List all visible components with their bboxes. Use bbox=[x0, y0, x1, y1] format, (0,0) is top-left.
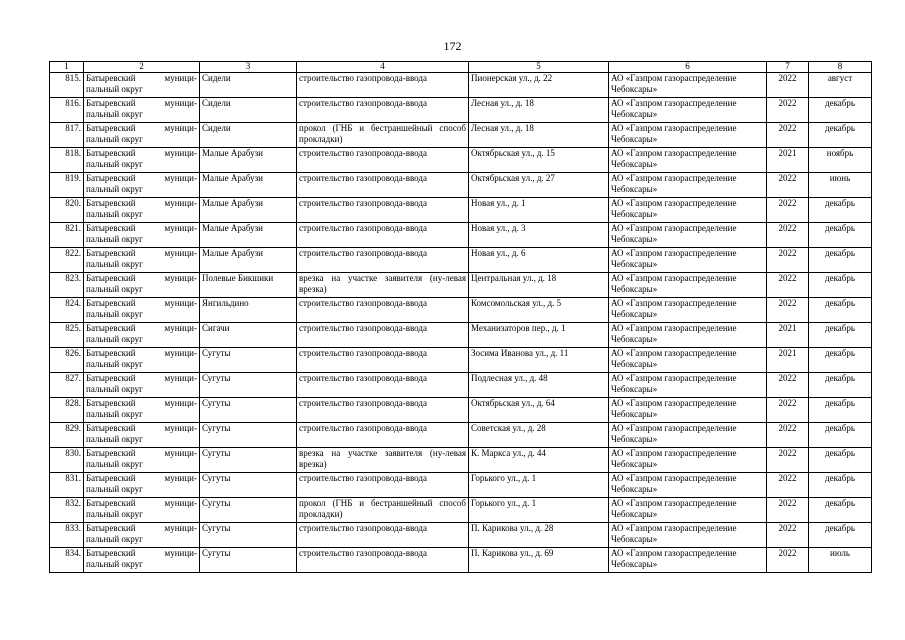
settlement-cell: Сугуты bbox=[200, 498, 297, 523]
year-cell: 2022 bbox=[767, 448, 809, 473]
table-row bbox=[50, 448, 872, 473]
address-cell: Новая ул., д. 3 bbox=[469, 223, 609, 248]
settlement-cell: Сугуты bbox=[200, 373, 297, 398]
gas-connection-table bbox=[49, 61, 872, 573]
address-cell: П. Карикова ул., д. 28 bbox=[469, 523, 609, 548]
column-header: 5 bbox=[469, 62, 609, 73]
address-cell: Октябрьская ул., д. 15 bbox=[469, 148, 609, 173]
settlement-cell: Сидели bbox=[200, 123, 297, 148]
address-cell: Лесная ул., д. 18 bbox=[469, 123, 609, 148]
page-number: 172 bbox=[443, 39, 462, 53]
month-cell: декабрь bbox=[809, 398, 872, 423]
work-type-cell: строительство газопровода-ввода bbox=[297, 223, 469, 248]
year-cell: 2022 bbox=[767, 248, 809, 273]
table-row bbox=[50, 323, 872, 348]
district-cell: Батыревский муници-пальный округ bbox=[84, 248, 200, 273]
district-cell: Батыревский муници-пальный округ bbox=[84, 423, 200, 448]
column-header: 7 bbox=[767, 62, 809, 73]
organization-cell: АО «Газпром газораспределение Чебоксары» bbox=[609, 173, 767, 198]
row-number: 834. bbox=[50, 548, 84, 573]
column-header: 6 bbox=[609, 62, 767, 73]
table-row bbox=[50, 548, 872, 573]
address-cell: Советская ул., д. 28 bbox=[469, 423, 609, 448]
organization-cell: АО «Газпром газораспределение Чебоксары» bbox=[609, 98, 767, 123]
month-cell: декабрь bbox=[809, 498, 872, 523]
year-cell: 2021 bbox=[767, 348, 809, 373]
district-cell: Батыревский муници-пальный округ bbox=[84, 348, 200, 373]
address-cell: Подлесная ул., д. 48 bbox=[469, 373, 609, 398]
year-cell: 2022 bbox=[767, 423, 809, 448]
district-cell: Батыревский муници-пальный округ bbox=[84, 523, 200, 548]
row-number: 826. bbox=[50, 348, 84, 373]
work-type-cell: врезка на участке заявителя (ну-левая врезка) bbox=[297, 273, 469, 298]
month-cell: июнь bbox=[809, 173, 872, 198]
district-cell: Батыревский муници-пальный округ bbox=[84, 298, 200, 323]
month-cell: декабрь bbox=[809, 473, 872, 498]
organization-cell: АО «Газпром газораспределение Чебоксары» bbox=[609, 273, 767, 298]
address-cell: Новая ул., д. 1 bbox=[469, 198, 609, 223]
table-row bbox=[50, 273, 872, 298]
month-cell: декабрь bbox=[809, 98, 872, 123]
address-cell: Октябрьская ул., д. 64 bbox=[469, 398, 609, 423]
month-cell: ноябрь bbox=[809, 148, 872, 173]
district-cell: Батыревский муници-пальный округ bbox=[84, 173, 200, 198]
year-cell: 2022 bbox=[767, 298, 809, 323]
year-cell: 2022 bbox=[767, 523, 809, 548]
row-number: 815. bbox=[50, 73, 84, 98]
work-type-cell: строительство газопровода-ввода bbox=[297, 248, 469, 273]
year-cell: 2022 bbox=[767, 498, 809, 523]
month-cell: декабрь bbox=[809, 523, 872, 548]
address-cell: Зосима Иванова ул., д. 11 bbox=[469, 348, 609, 373]
month-cell: декабрь bbox=[809, 423, 872, 448]
year-cell: 2022 bbox=[767, 73, 809, 98]
organization-cell: АО «Газпром газораспределение Чебоксары» bbox=[609, 448, 767, 473]
work-type-cell: строительство газопровода-ввода bbox=[297, 323, 469, 348]
district-cell: Батыревский муници-пальный округ bbox=[84, 98, 200, 123]
organization-cell: АО «Газпром газораспределение Чебоксары» bbox=[609, 523, 767, 548]
district-cell: Батыревский муници-пальный округ bbox=[84, 273, 200, 298]
row-number: 823. bbox=[50, 273, 84, 298]
organization-cell: АО «Газпром газораспределение Чебоксары» bbox=[609, 348, 767, 373]
work-type-cell: строительство газопровода-ввода bbox=[297, 348, 469, 373]
settlement-cell: Полевые Бикшики bbox=[200, 273, 297, 298]
address-cell: Горького ул., д. 1 bbox=[469, 473, 609, 498]
address-cell: Лесная ул., д. 18 bbox=[469, 98, 609, 123]
year-cell: 2022 bbox=[767, 273, 809, 298]
settlement-cell: Сидели bbox=[200, 98, 297, 123]
settlement-cell: Сугуты bbox=[200, 348, 297, 373]
work-type-cell: строительство газопровода-ввода bbox=[297, 298, 469, 323]
work-type-cell: строительство газопровода-ввода bbox=[297, 423, 469, 448]
address-cell: П. Карикова ул., д. 69 bbox=[469, 548, 609, 573]
organization-cell: АО «Газпром газораспределение Чебоксары» bbox=[609, 548, 767, 573]
row-number: 816. bbox=[50, 98, 84, 123]
settlement-cell: Сидели bbox=[200, 73, 297, 98]
settlement-cell: Малые Арабузи bbox=[200, 148, 297, 173]
year-cell: 2022 bbox=[767, 473, 809, 498]
column-header: 4 bbox=[297, 62, 469, 73]
district-cell: Батыревский муници-пальный округ bbox=[84, 123, 200, 148]
row-number: 818. bbox=[50, 148, 84, 173]
table-row bbox=[50, 73, 872, 98]
year-cell: 2021 bbox=[767, 148, 809, 173]
settlement-cell: Сигачи bbox=[200, 323, 297, 348]
work-type-cell: строительство газопровода-ввода bbox=[297, 473, 469, 498]
district-cell: Батыревский муници-пальный округ bbox=[84, 473, 200, 498]
organization-cell: АО «Газпром газораспределение Чебоксары» bbox=[609, 423, 767, 448]
row-number: 828. bbox=[50, 398, 84, 423]
settlement-cell: Малые Арабузи bbox=[200, 248, 297, 273]
address-cell: Пионерская ул., д. 22 bbox=[469, 73, 609, 98]
settlement-cell: Сугуты bbox=[200, 473, 297, 498]
district-cell: Батыревский муници-пальный округ bbox=[84, 223, 200, 248]
district-cell: Батыревский муници-пальный округ bbox=[84, 373, 200, 398]
month-cell: декабрь bbox=[809, 248, 872, 273]
row-number: 825. bbox=[50, 323, 84, 348]
year-cell: 2022 bbox=[767, 373, 809, 398]
organization-cell: АО «Газпром газораспределение Чебоксары» bbox=[609, 248, 767, 273]
work-type-cell: прокол (ГНБ и бестраншейный способ прокладки) bbox=[297, 123, 469, 148]
table-row bbox=[50, 523, 872, 548]
organization-cell: АО «Газпром газораспределение Чебоксары» bbox=[609, 148, 767, 173]
settlement-cell: Сугуты bbox=[200, 448, 297, 473]
row-number: 824. bbox=[50, 298, 84, 323]
table-row bbox=[50, 398, 872, 423]
organization-cell: АО «Газпром газораспределение Чебоксары» bbox=[609, 73, 767, 98]
table-row bbox=[50, 248, 872, 273]
work-type-cell: прокол (ГНБ и бестраншейный способ прокладки) bbox=[297, 498, 469, 523]
column-header: 1 bbox=[50, 62, 84, 73]
table-row bbox=[50, 173, 872, 198]
year-cell: 2022 bbox=[767, 173, 809, 198]
row-number: 829. bbox=[50, 423, 84, 448]
month-cell: декабрь bbox=[809, 448, 872, 473]
column-header: 3 bbox=[200, 62, 297, 73]
table-row bbox=[50, 148, 872, 173]
month-cell: август bbox=[809, 73, 872, 98]
work-type-cell: строительство газопровода-ввода bbox=[297, 173, 469, 198]
settlement-cell: Сугуты bbox=[200, 398, 297, 423]
district-cell: Батыревский муници-пальный округ bbox=[84, 323, 200, 348]
month-cell: декабрь bbox=[809, 198, 872, 223]
work-type-cell: строительство газопровода-ввода bbox=[297, 373, 469, 398]
year-cell: 2022 bbox=[767, 548, 809, 573]
settlement-cell: Сугуты bbox=[200, 548, 297, 573]
table-row bbox=[50, 348, 872, 373]
organization-cell: АО «Газпром газораспределение Чебоксары» bbox=[609, 123, 767, 148]
table-row bbox=[50, 123, 872, 148]
year-cell: 2022 bbox=[767, 223, 809, 248]
year-cell: 2022 bbox=[767, 123, 809, 148]
address-cell: К. Маркса ул., д. 44 bbox=[469, 448, 609, 473]
column-header: 8 bbox=[809, 62, 872, 73]
settlement-cell: Сугуты bbox=[200, 423, 297, 448]
district-cell: Батыревский муници-пальный округ bbox=[84, 148, 200, 173]
table-row bbox=[50, 98, 872, 123]
month-cell: декабрь bbox=[809, 223, 872, 248]
organization-cell: АО «Газпром газораспределение Чебоксары» bbox=[609, 323, 767, 348]
district-cell: Батыревский муници-пальный округ bbox=[84, 198, 200, 223]
work-type-cell: строительство газопровода-ввода bbox=[297, 548, 469, 573]
settlement-cell: Янгильдино bbox=[200, 298, 297, 323]
district-cell: Батыревский муници-пальный округ bbox=[84, 498, 200, 523]
district-cell: Батыревский муници-пальный округ bbox=[84, 73, 200, 98]
address-cell: Октябрьская ул., д. 27 bbox=[469, 173, 609, 198]
year-cell: 2022 bbox=[767, 98, 809, 123]
settlement-cell: Сугуты bbox=[200, 523, 297, 548]
organization-cell: АО «Газпром газораспределение Чебоксары» bbox=[609, 298, 767, 323]
settlement-cell: Малые Арабузи bbox=[200, 198, 297, 223]
year-cell: 2022 bbox=[767, 398, 809, 423]
address-cell: Новая ул., д. 6 bbox=[469, 248, 609, 273]
district-cell: Батыревский муници-пальный округ bbox=[84, 448, 200, 473]
table-row bbox=[50, 423, 872, 448]
organization-cell: АО «Газпром газораспределение Чебоксары» bbox=[609, 223, 767, 248]
month-cell: декабрь bbox=[809, 123, 872, 148]
year-cell: 2022 bbox=[767, 198, 809, 223]
address-cell: Комсомольская ул., д. 5 bbox=[469, 298, 609, 323]
address-cell: Центральная ул., д. 18 bbox=[469, 273, 609, 298]
month-cell: декабрь bbox=[809, 348, 872, 373]
address-cell: Механизаторов пер., д. 1 bbox=[469, 323, 609, 348]
month-cell: декабрь bbox=[809, 273, 872, 298]
month-cell: декабрь bbox=[809, 298, 872, 323]
address-cell: Горького ул., д. 1 bbox=[469, 498, 609, 523]
row-number: 833. bbox=[50, 523, 84, 548]
work-type-cell: строительство газопровода-ввода bbox=[297, 198, 469, 223]
table-row bbox=[50, 298, 872, 323]
work-type-cell: строительство газопровода-ввода bbox=[297, 98, 469, 123]
work-type-cell: врезка на участке заявителя (ну-левая врезка) bbox=[297, 448, 469, 473]
table-row bbox=[50, 498, 872, 523]
district-cell: Батыревский муници-пальный округ bbox=[84, 548, 200, 573]
table-row bbox=[50, 223, 872, 248]
table-row bbox=[50, 373, 872, 398]
row-number: 817. bbox=[50, 123, 84, 148]
row-number: 822. bbox=[50, 248, 84, 273]
year-cell: 2021 bbox=[767, 323, 809, 348]
district-cell: Батыревский муници-пальный округ bbox=[84, 398, 200, 423]
organization-cell: АО «Газпром газораспределение Чебоксары» bbox=[609, 198, 767, 223]
month-cell: июль bbox=[809, 548, 872, 573]
work-type-cell: строительство газопровода-ввода bbox=[297, 73, 469, 98]
work-type-cell: строительство газопровода-ввода bbox=[297, 398, 469, 423]
row-number: 820. bbox=[50, 198, 84, 223]
row-number: 830. bbox=[50, 448, 84, 473]
settlement-cell: Малые Арабузи bbox=[200, 223, 297, 248]
row-number: 819. bbox=[50, 173, 84, 198]
row-number: 827. bbox=[50, 373, 84, 398]
work-type-cell: строительство газопровода-ввода bbox=[297, 148, 469, 173]
column-header: 2 bbox=[84, 62, 200, 73]
row-number: 821. bbox=[50, 223, 84, 248]
month-cell: декабрь bbox=[809, 373, 872, 398]
organization-cell: АО «Газпром газораспределение Чебоксары» bbox=[609, 373, 767, 398]
organization-cell: АО «Газпром газораспределение Чебоксары» bbox=[609, 473, 767, 498]
row-number: 831. bbox=[50, 473, 84, 498]
row-number: 832. bbox=[50, 498, 84, 523]
month-cell: декабрь bbox=[809, 323, 872, 348]
column-number-row bbox=[50, 62, 872, 73]
settlement-cell: Малые Арабузи bbox=[200, 173, 297, 198]
organization-cell: АО «Газпром газораспределение Чебоксары» bbox=[609, 498, 767, 523]
work-type-cell: строительство газопровода-ввода bbox=[297, 523, 469, 548]
table-row bbox=[50, 473, 872, 498]
organization-cell: АО «Газпром газораспределение Чебоксары» bbox=[609, 398, 767, 423]
table-row bbox=[50, 198, 872, 223]
